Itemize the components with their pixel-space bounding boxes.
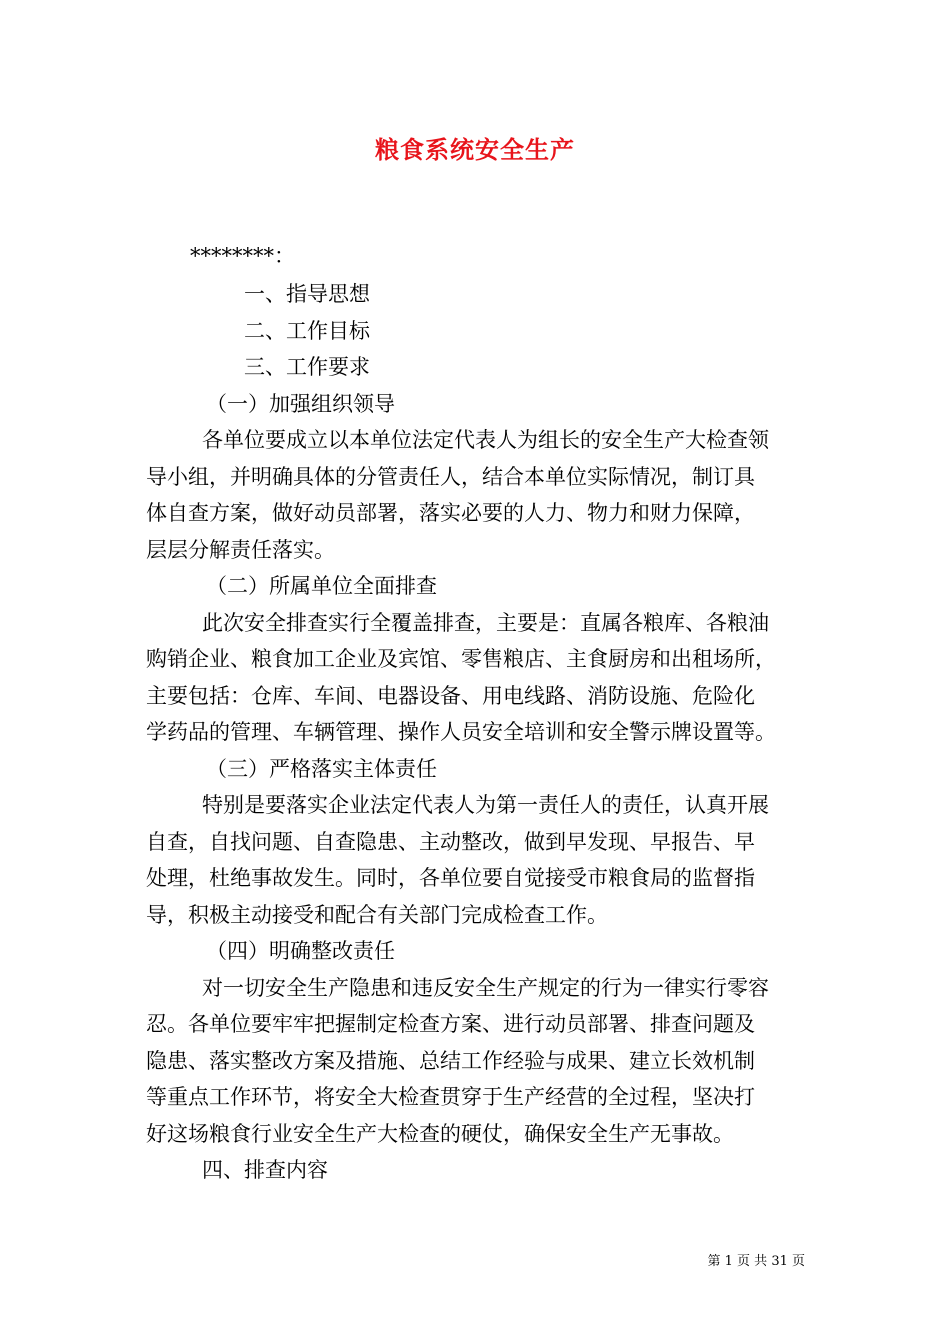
paragraph-line: 体自查方案，做好动员部署，落实必要的人力、物力和财力保障， — [146, 501, 755, 525]
section-heading: 一、指导思想 — [244, 282, 370, 306]
subsection-heading: （一）加强组织领导 — [206, 391, 395, 416]
paragraph-line: 忍。各单位要牢牢把握制定检查方案、进行动员部署、排查问题及 — [146, 1012, 755, 1036]
paragraph-line: 此次安全排查实行全覆盖排查，主要是：直属各粮库、各粮油 — [202, 610, 769, 635]
subsection-heading: （二）所属单位全面排查 — [206, 574, 437, 598]
paragraph-line: 特别是要落实企业法定代表人为第一责任人的责任，认真开展 — [202, 793, 769, 817]
subsection-heading: （四）明确整改责任 — [206, 939, 395, 963]
paragraph-line: 隐患、落实整改方案及措施、总结工作经验与成果、建立长效机制 — [146, 1048, 755, 1073]
paragraph-line: 导小组，并明确具体的分管责任人，结合本单位实际情况，制订具 — [146, 464, 755, 489]
paragraph-line: 处理，杜绝事故发生。同时，各单位要自觉接受市粮食局的监督指 — [146, 866, 755, 890]
paragraph-line: 自查，自找问题、自查隐患、主动整改，做到早发现、早报告、早 — [146, 829, 755, 854]
paragraph-line: 等重点工作环节，将安全大检查贯穿于生产经营的全过程，坚决打 — [146, 1085, 755, 1109]
page-number: 第 1 页 共 31 页 — [707, 1254, 805, 1269]
paragraph-line: 学药品的管理、车辆管理、操作人员安全培训和安全警示牌设置等。 — [146, 720, 776, 744]
paragraph-line: 好这场粮食行业安全生产大检查的硬仗，确保安全生产无事故。 — [146, 1121, 734, 1146]
paragraph-line: 主要包括：仓库、车间、电器设备、用电线路、消防设施、危险化 — [146, 683, 755, 708]
paragraph-line: 层层分解责任落实。 — [146, 537, 335, 562]
document-body — [146, 276, 810, 1189]
paragraph-line: 对一切安全生产隐患和违反安全生产规定的行为一律实行零容 — [202, 975, 769, 1000]
paragraph-line: 购销企业、粮食加工企业及宾馆、零售粮店、主食厨房和出租场所， — [146, 647, 776, 671]
section-heading: 四、排查内容 — [202, 1158, 328, 1182]
document-title: 粮食系统安全生产 — [375, 136, 575, 164]
paragraph-line: 导，积极主动接受和配合有关部门完成检查工作。 — [146, 902, 608, 927]
greeting-line: ********： — [190, 244, 295, 268]
section-heading: 三、工作要求 — [244, 355, 370, 379]
subsection-heading: （三）严格落实主体责任 — [206, 756, 437, 781]
paragraph-line: 各单位要成立以本单位法定代表人为组长的安全生产大检查领 — [202, 428, 769, 452]
section-heading: 二、工作目标 — [244, 318, 370, 343]
